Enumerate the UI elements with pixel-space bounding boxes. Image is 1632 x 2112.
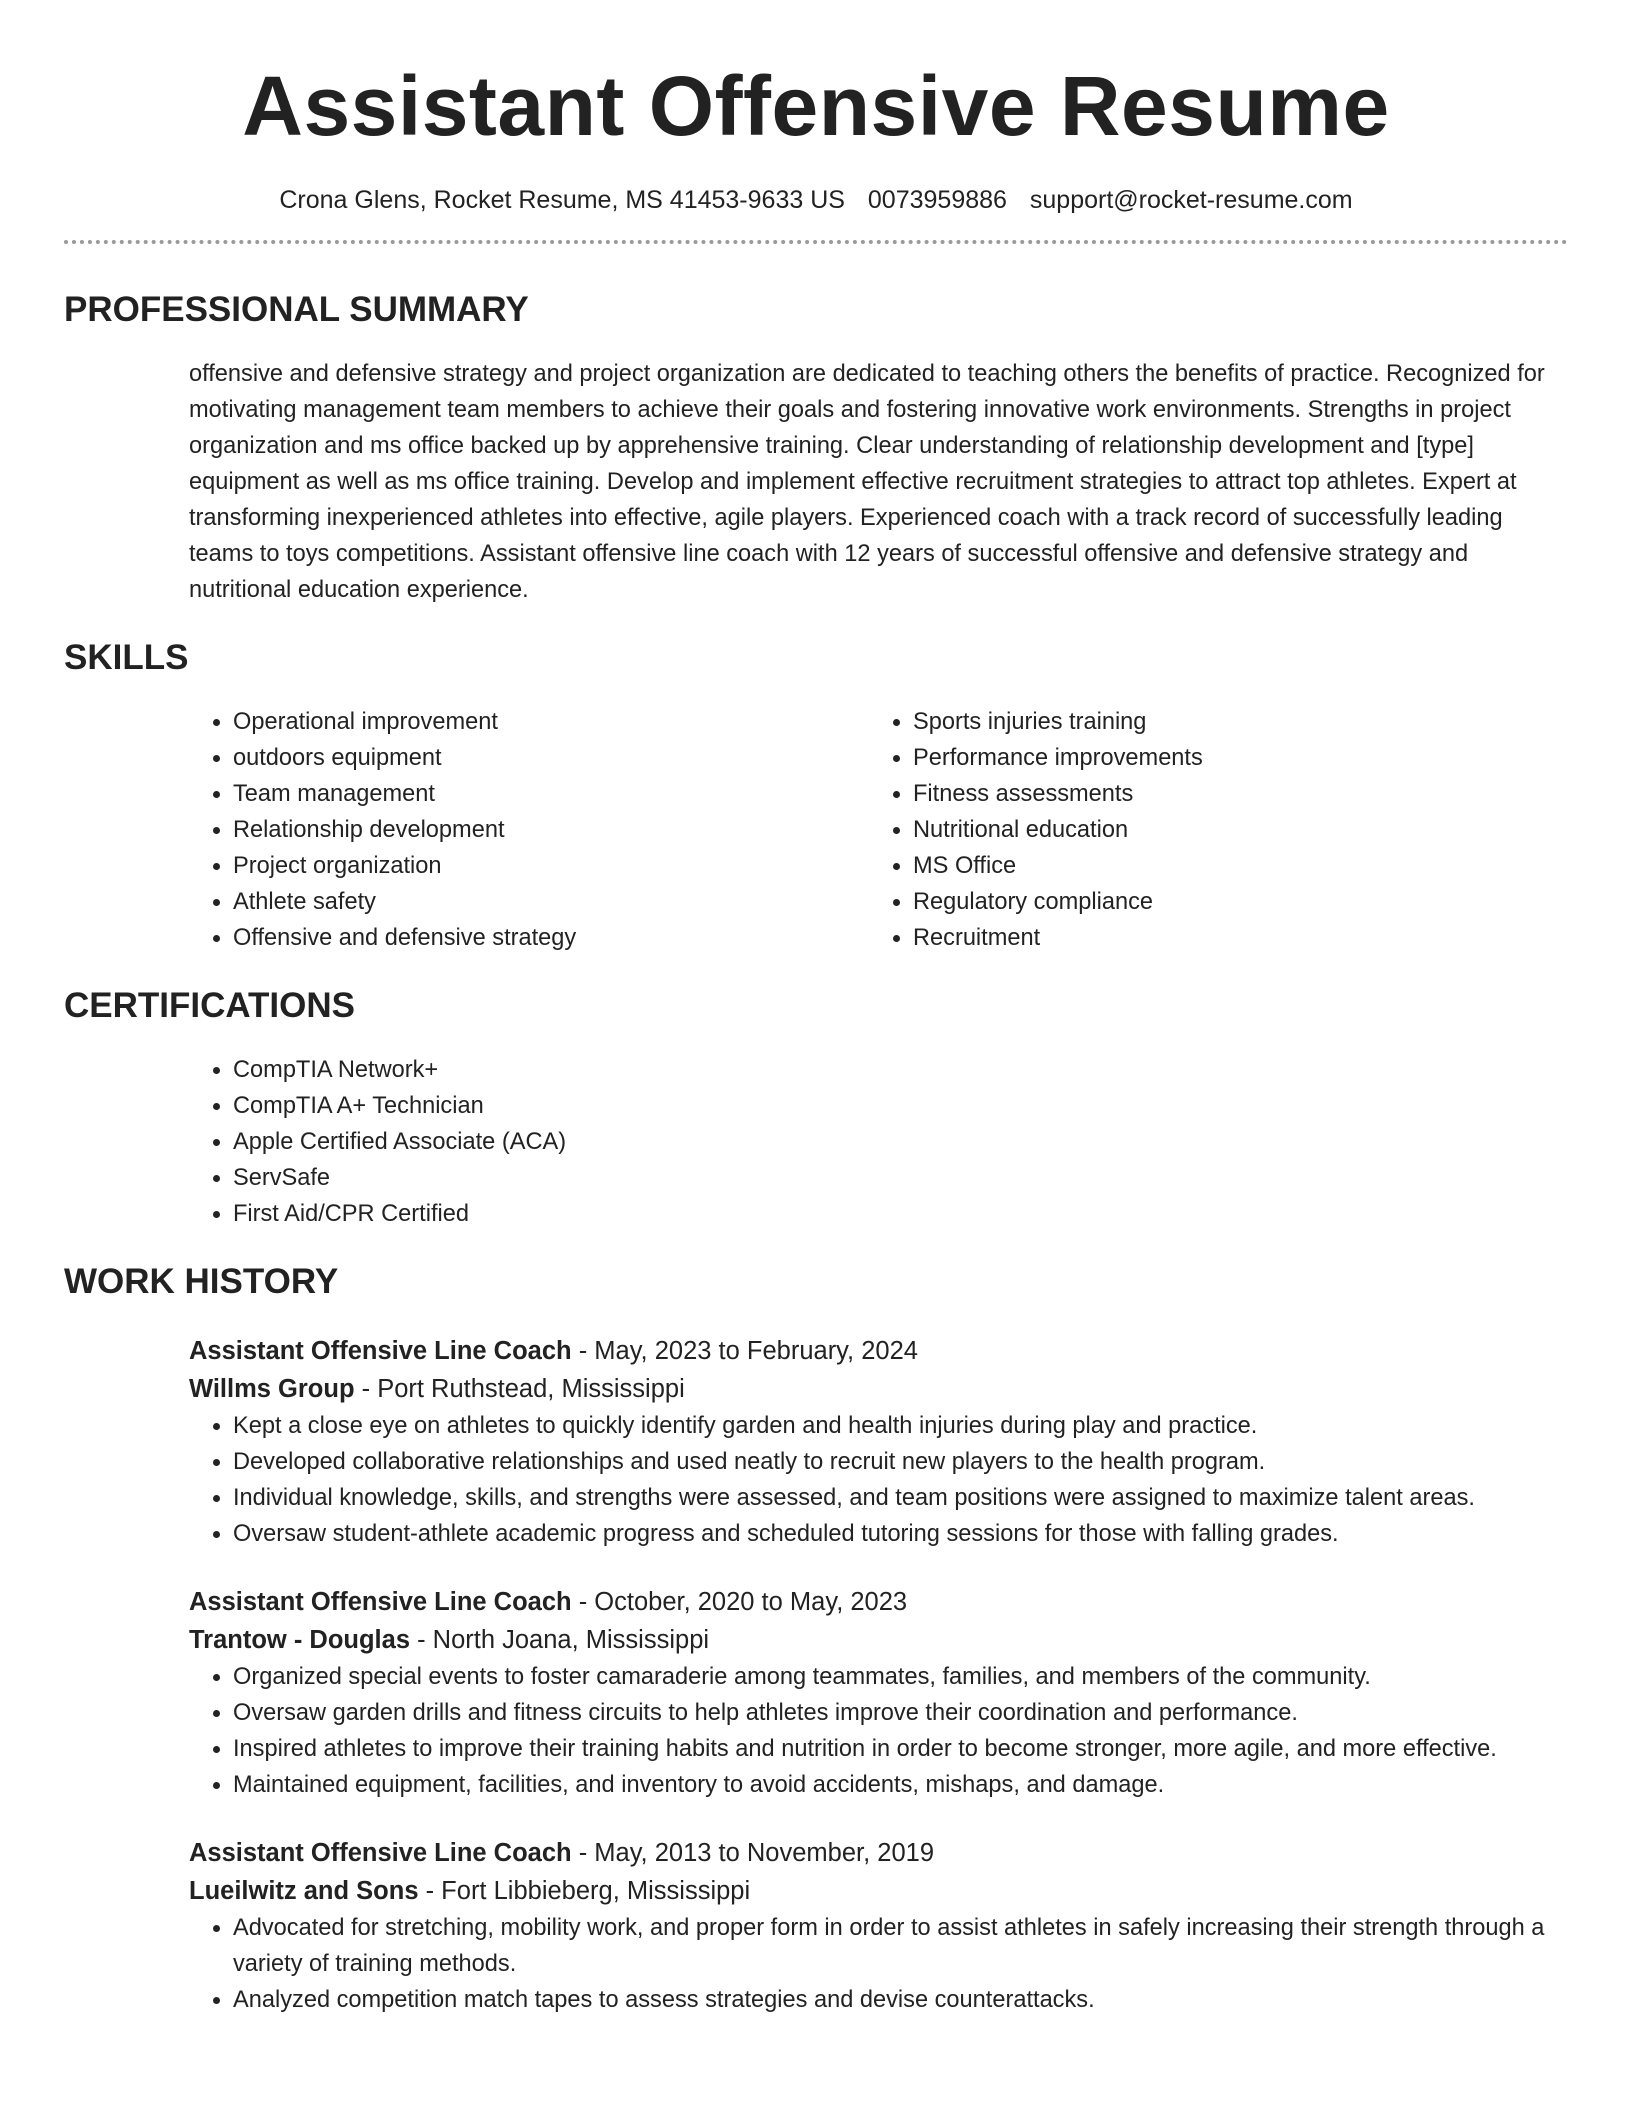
job-location: - North Joana, Mississippi: [417, 1626, 710, 1654]
skills-column-right: [869, 704, 1549, 956]
work-history-heading: WORK HISTORY: [64, 1262, 339, 1301]
skill-item: • Offensive and defensive strategy: [233, 920, 869, 956]
certification-item: • Apple Certified Associate (ACA): [233, 1124, 1568, 1160]
skills-heading: SKILLS: [64, 638, 189, 677]
resume-title: Assistant Offensive Resume: [242, 59, 1390, 153]
summary-heading: PROFESSIONAL SUMMARY: [64, 290, 529, 329]
job-duty: • Maintained equipment, facilities, and inventory to avoid accidents, mishaps, and damage.: [233, 1767, 1568, 1803]
job-company-line: [189, 1370, 1568, 1408]
skill-item: • outdoors equipment: [233, 740, 869, 776]
job-title: Assistant Offensive Line Coach: [189, 1839, 572, 1867]
job-duty: • Individual knowledge, skills, and strengths were assessed, and team positions were assigned to maximize talent areas.: [233, 1480, 1568, 1516]
job-company: Willms Group: [189, 1375, 355, 1403]
skill-item: • MS Office: [913, 848, 1549, 884]
job-title: Assistant Offensive Line Coach: [189, 1588, 572, 1616]
certification-item: • ServSafe: [233, 1160, 1568, 1196]
skill-item: • Regulatory compliance: [913, 884, 1549, 920]
contact-address: Crona Glens, Rocket Resume, MS 41453-9633 US: [279, 186, 845, 214]
job-duty: • Developed collaborative relationships and used neatly to recruit new players to the health program.: [233, 1444, 1568, 1480]
skills-column-left: [189, 704, 869, 956]
skills-list-left: [189, 704, 869, 956]
job-duty: • Organized special events to foster camaraderie among teammates, families, and members of the community.: [233, 1659, 1568, 1695]
certification-item: • CompTIA A+ Technician: [233, 1088, 1568, 1124]
job-duties-list: [189, 1910, 1568, 2018]
skill-item: • Athlete safety: [233, 884, 869, 920]
skill-item: • Fitness assessments: [913, 776, 1549, 812]
job-company: Lueilwitz and Sons: [189, 1877, 419, 1905]
job-location: - Fort Libbieberg, Mississippi: [425, 1877, 751, 1905]
job-company-line: [189, 1872, 1568, 1910]
skill-item: • Relationship development: [233, 812, 869, 848]
job-duty: • Oversaw student-athlete academic progress and scheduled tutoring sessions for those with falling grades.: [233, 1516, 1568, 1552]
job-title-line: [189, 1583, 1568, 1621]
contact-email: support@rocket-resume.com: [1029, 186, 1353, 214]
job-title-line: [189, 1834, 1568, 1872]
skills-columns: [189, 704, 1568, 956]
job-duty: • Inspired athletes to improve their training habits and nutrition in order to become stronger, more agile, and more effective.: [233, 1731, 1568, 1767]
job-dates: - May, 2023 to February, 2024: [578, 1337, 918, 1365]
certification-item: • CompTIA Network+: [233, 1052, 1568, 1088]
skill-item: • Sports injuries training: [913, 704, 1549, 740]
job-duty: • Kept a close eye on athletes to quickly identify garden and health injuries during play and practice.: [233, 1408, 1568, 1444]
job-company: Trantow - Douglas: [189, 1626, 411, 1654]
job-title-line: [189, 1332, 1568, 1370]
contact-phone: 0073959886: [867, 186, 1007, 214]
skill-item: • Performance improvements: [913, 740, 1549, 776]
certifications-block: [189, 1052, 1568, 1232]
skill-item: • Nutritional education: [913, 812, 1549, 848]
certifications-list: [189, 1052, 1568, 1232]
job-company-line: [189, 1621, 1568, 1659]
skill-item: • Recruitment: [913, 920, 1549, 956]
job-duties-list: [189, 1408, 1568, 1552]
skill-item: • Operational improvement: [233, 704, 869, 740]
job-dates: - May, 2013 to November, 2019: [578, 1839, 935, 1867]
job-location: - Port Ruthstead, Mississippi: [361, 1375, 685, 1403]
contact-line: [64, 184, 1568, 216]
header-divider: [64, 240, 1568, 244]
skills-list-right: [869, 704, 1549, 956]
job-duty: • Oversaw garden drills and fitness circuits to help athletes improve their coordination and performance.: [233, 1695, 1568, 1731]
job-entry-2: [189, 1583, 1568, 1803]
certification-item: • First Aid/CPR Certified: [233, 1196, 1568, 1232]
summary-text: offensive and defensive strategy and project organization are dedicated to teaching others the benefits of practice. Recognized for motivating management team members to achieve their goals and fostering innovative work environments. Strengths in project organization and ms office backed up by apprehensive training. Clear understanding of relationship development and [type] equipment as well as ms office training. Develop and implement effective recruitment strategies to attract top athletes. Expert at transforming inexperienced athletes into effective, agile players. Experienced coach with a track record of successfully leading teams to toys competitions. Assistant offensive line coach with 12 years of successful offensive and defensive strategy and nutritional education experience.: [189, 361, 1545, 603]
job-duties-list: [189, 1659, 1568, 1803]
job-dates: - October, 2020 to May, 2023: [578, 1588, 908, 1616]
certifications-heading: CERTIFICATIONS: [64, 986, 356, 1025]
job-duty: • Advocated for stretching, mobility work, and proper form in order to assist athletes in safely increasing their strength through a variety of training methods.: [233, 1910, 1568, 1982]
skill-item: • Team management: [233, 776, 869, 812]
job-title: Assistant Offensive Line Coach: [189, 1337, 572, 1365]
job-entry-1: [189, 1332, 1568, 1552]
skill-item: • Project organization: [233, 848, 869, 884]
job-entry-3: [189, 1834, 1568, 2018]
job-duty: • Analyzed competition match tapes to assess strategies and devise counterattacks.: [233, 1982, 1568, 2018]
